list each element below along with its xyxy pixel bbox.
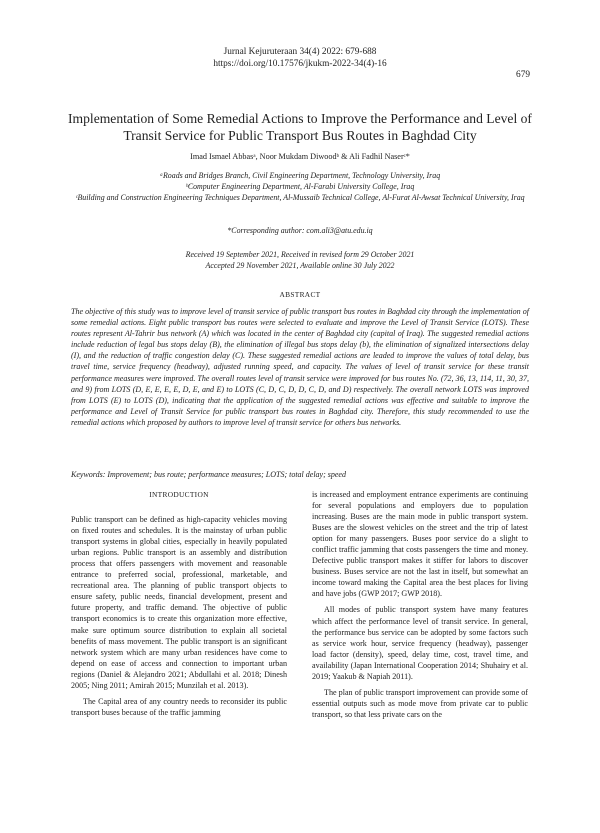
affiliation-a: ᵃRoads and Bridges Branch, Civil Engineering Department, Technology University, Iraq [159, 171, 441, 180]
paper-title: Implementation of Some Remedial Actions to Improve the Performance and Level of Transit Service for Public Transport Bus Routes in Baghdad City [68, 111, 532, 143]
paragraph: The plan of public transport improvement can provide some of essential outputs such as mode move from private car to public transport, so that less private cars on the [312, 687, 528, 719]
paragraph: Public transport can be defined as high-capacity vehicles moving on fixed routes and schedules. It is the mainstay of urban public transport systems in global cities, especially in heavily populated urban regions. Public transport is an assembly and distribution process that offers passengers with movement and reasonable entrance to preferred social, professional, marketable, and recreational area. The planning of public transport objects to ensure safety, public needs, financial development, present and future property, and traffic demand. The objective of public transport economics is to create this organization more effective, make sure optimum source distribution to explain all societal benefits of mass movement. The public transport is an significant network system which are many urban residences have come to depend on ease of access and connection to important urban regions (Daniel & Alejandro 2021; Abdullahi et al. 2018; Dinesh 2005; Ning 2011; Amirah 2015; Munzilah et al. 2013). [71, 515, 287, 690]
page-number: 679 [516, 70, 530, 80]
paragraph: All modes of public transport system have many features which affect the performance level of transit service. In general, the performance bus service can be adopted by some factors such as service work hour, service frequency (headway), passenger load factor (density), speed, delay time, cost, travel time, and availability (Japan International Cooperation 2014; Shuhairy et al. 2019; Yaakub & Napiah 2011). [312, 605, 528, 681]
keywords-line: Keywords: Improvement; bus route; performance measures; LOTS; total delay; speed [71, 470, 346, 479]
left-column [71, 489, 287, 718]
affiliation-c: ᶜBuilding and Construction Engineering Techniques Department, Al-Mussaib Technical College, Al-Furat Al-Awsat Technical University, Iraq [75, 193, 525, 203]
accepted-dates: Accepted 29 November 2021, Available online 30 July 2022 [205, 261, 395, 271]
right-column [312, 489, 528, 720]
publication-dates [0, 249, 600, 271]
doi-link[interactable]: https://doi.org/10.17576/jkukm-2022-34(4)-16 [213, 59, 387, 69]
journal-citation: Jurnal Kejuruteraan 34(4) 2022: 679-688 [223, 47, 377, 57]
affiliation-b: ᵇComputer Engineering Department, Al-Farabi University College, Iraq [185, 182, 415, 192]
paragraph: The Capital area of any country needs to reconsider its public transport buses because of the traffic jamming [71, 696, 287, 717]
received-dates: Received 19 September 2021, Received in revised form 29 October 2021 [185, 250, 415, 259]
introduction-heading: INTRODUCTION [149, 490, 209, 499]
journal-header [0, 46, 600, 70]
corresponding-author: *Corresponding author: com.ali3@atu.edu.iq [227, 226, 373, 235]
abstract-heading: ABSTRACT [279, 290, 321, 299]
affiliations [65, 170, 535, 204]
abstract-text: The objective of this study was to improve level of transit service of public transport bus routes in Baghdad city through the implementation of some remedial actions. Eight public transport bus routes were selected to evaluate and improve the Level of Transit Service (LOTS). These routes represent Al-Tahrir bus network (A) which was located in the center of Baghdad city (capital of Iraq). The suggested remedial actions include reduction of legal bus stops delay (B), the elimination of illegal bus stops delay (b), the elimination of signalized intersections delay (I), and the reduction of traffic congestion delay (C). These suggested remedial actions are leaded to improve the values of total delay, bus travel time, service frequency (headway), adjusted running speed, and capacity. The values of level of transit service for these transit performance measures were improved. The overall routes level of transit service were improved for bus routes No. (72, 36, 13, 114, 11, 30, 37, and 9) from LOTS (D, E, E, E, E, D, E, and E) to LOTS (C, D, C, D, D, C, D, and D) respectively. The overall network LOTS was improved from LOTS (E) to LOTS (D), indicating that the application of the suggested remedial actions was effective and suitable to improve the performance and Level of Transit Service for public transport bus routes in Baghdad city. Therefore, this study recommended to use the remedial actions which proposed by authors to improve level of transit service for others bus networks. [71, 307, 529, 427]
paragraph: is increased and employment entrance experiments are continuing for several populations and employers due to population increasing. Buses are the main mode in public transport system. Buses are the slowest vehicles on the street and the trip of latest option for many passengers. Buses poor service do a slight to conflict traffic jamming that costs passengers the time and money. Defective public transport makes it stiffer for labors to discover business. Buses service are not the last in itself, but somewhat an income toward making the Capital area the best places for living and have jobs (GWP 2017; GWP 2018). [312, 490, 528, 599]
author-list: Imad Ismael Abbasᵃ, Noor Mukdam Diwoodᵇ & Ali Fadhil Naserᶜ* [190, 152, 410, 161]
